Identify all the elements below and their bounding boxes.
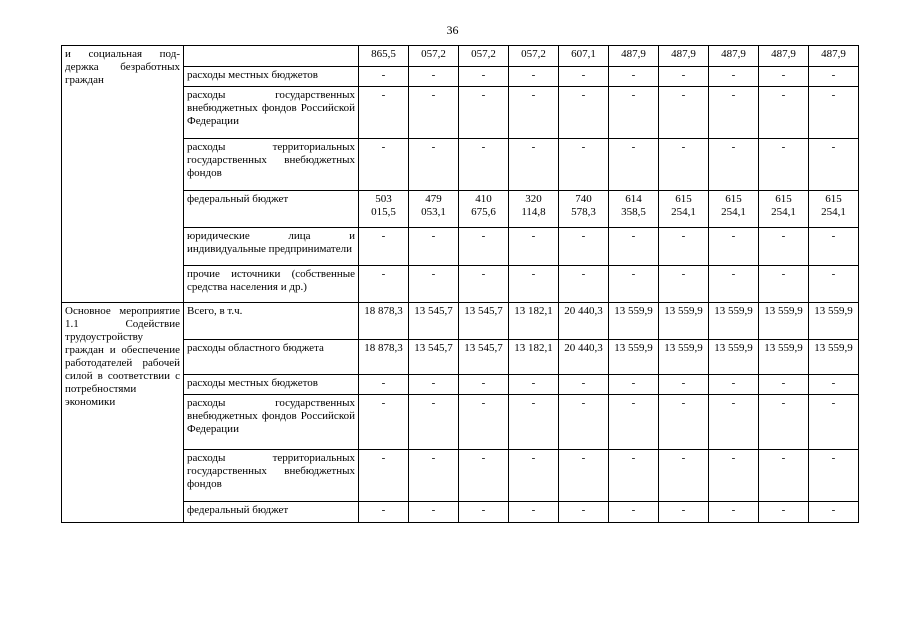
value-cell: - xyxy=(609,228,659,266)
value-cell: - xyxy=(559,395,609,450)
value-cell: 13 545,7 xyxy=(459,303,509,340)
value-cell: 615 254,1 xyxy=(709,191,759,228)
value-cell: - xyxy=(809,139,859,191)
value-cell: - xyxy=(559,228,609,266)
table-row xyxy=(62,46,859,67)
value-cell: - xyxy=(409,375,459,395)
source-cell: федеральный бюджет xyxy=(184,191,359,228)
value-cell: - xyxy=(359,228,409,266)
source-cell: расходы государственных внебюджетных фондов Российской Федерации xyxy=(184,395,359,450)
source-cell: прочие источники (собственные средства населения и др.) xyxy=(184,266,359,303)
value-cell: 20 440,3 xyxy=(559,303,609,340)
value-cell: - xyxy=(459,450,509,502)
value-cell: - xyxy=(759,375,809,395)
value-cell: 13 559,9 xyxy=(709,340,759,375)
value-cell: - xyxy=(609,502,659,523)
value-cell: - xyxy=(709,228,759,266)
value-cell: - xyxy=(759,502,809,523)
value-cell: - xyxy=(359,450,409,502)
value-cell: 13 559,9 xyxy=(759,340,809,375)
source-cell: юридические лица и индивидуальные предприниматели xyxy=(184,228,359,266)
value-cell: - xyxy=(409,87,459,139)
value-cell: - xyxy=(359,395,409,450)
source-cell: расходы государственных внебюджетных фондов Российской Федерации xyxy=(184,87,359,139)
value-cell: 410 675,6 xyxy=(459,191,509,228)
source-cell: расходы территориальных государственных внебюджетных фондов xyxy=(184,450,359,502)
value-cell: - xyxy=(559,375,609,395)
value-cell: 13 559,9 xyxy=(659,340,709,375)
value-cell: 13 545,7 xyxy=(409,340,459,375)
value-cell: - xyxy=(659,67,709,87)
value-cell: - xyxy=(709,87,759,139)
value-cell: - xyxy=(809,87,859,139)
value-cell: - xyxy=(659,87,709,139)
value-cell: - xyxy=(409,266,459,303)
value-cell: - xyxy=(659,502,709,523)
value-cell: - xyxy=(709,395,759,450)
value-cell: - xyxy=(509,139,559,191)
value-cell: - xyxy=(759,87,809,139)
value-cell: 503 015,5 xyxy=(359,191,409,228)
value-cell: - xyxy=(509,395,559,450)
value-cell: - xyxy=(459,228,509,266)
value-cell: 13 545,7 xyxy=(459,340,509,375)
value-cell: - xyxy=(759,395,809,450)
source-cell: расходы областного бюджета xyxy=(184,340,359,375)
value-cell: - xyxy=(759,266,809,303)
value-cell: 615 254,1 xyxy=(759,191,809,228)
budget-table xyxy=(61,45,859,523)
value-cell: 13 559,9 xyxy=(809,303,859,340)
value-cell: - xyxy=(659,266,709,303)
value-cell: - xyxy=(709,502,759,523)
value-cell: - xyxy=(609,87,659,139)
source-cell: федеральный бюджет xyxy=(184,502,359,523)
value-cell: 614 358,5 xyxy=(609,191,659,228)
value-cell: - xyxy=(359,67,409,87)
value-cell: - xyxy=(559,502,609,523)
value-cell: - xyxy=(609,67,659,87)
value-cell: - xyxy=(809,375,859,395)
value-cell: - xyxy=(809,266,859,303)
value-cell: - xyxy=(559,139,609,191)
value-cell: - xyxy=(509,450,559,502)
value-cell: 13 182,1 xyxy=(509,303,559,340)
value-cell: 057,2 xyxy=(409,46,459,67)
page-number: 36 xyxy=(446,23,459,37)
value-cell: 479 053,1 xyxy=(409,191,459,228)
value-cell: 13 559,9 xyxy=(709,303,759,340)
value-cell: - xyxy=(709,375,759,395)
source-cell: расходы территориальных государственных внебюджетных фондов xyxy=(184,139,359,191)
value-cell: 487,9 xyxy=(709,46,759,67)
value-cell: - xyxy=(509,87,559,139)
value-cell: - xyxy=(809,228,859,266)
value-cell: - xyxy=(459,266,509,303)
value-cell: - xyxy=(709,139,759,191)
value-cell: 320 114,8 xyxy=(509,191,559,228)
value-cell: - xyxy=(459,502,509,523)
program-cell: и социальная под-держка безработных граждан xyxy=(62,46,184,303)
value-cell: - xyxy=(509,67,559,87)
value-cell: 740 578,3 xyxy=(559,191,609,228)
table-row xyxy=(62,303,859,340)
value-cell: - xyxy=(759,67,809,87)
value-cell: 865,5 xyxy=(359,46,409,67)
value-cell: - xyxy=(709,450,759,502)
value-cell: - xyxy=(659,139,709,191)
value-cell: - xyxy=(459,87,509,139)
value-cell: 13 545,7 xyxy=(409,303,459,340)
source-cell: Всего, в т.ч. xyxy=(184,303,359,340)
value-cell: 615 254,1 xyxy=(659,191,709,228)
value-cell: - xyxy=(359,139,409,191)
value-cell: - xyxy=(459,67,509,87)
value-cell: - xyxy=(759,450,809,502)
value-cell: - xyxy=(459,139,509,191)
value-cell: - xyxy=(409,139,459,191)
value-cell: - xyxy=(609,450,659,502)
value-cell: 13 559,9 xyxy=(759,303,809,340)
value-cell: - xyxy=(509,228,559,266)
value-cell: - xyxy=(809,67,859,87)
value-cell: - xyxy=(609,139,659,191)
value-cell: - xyxy=(509,502,559,523)
value-cell: - xyxy=(559,266,609,303)
value-cell: - xyxy=(459,395,509,450)
value-cell: - xyxy=(709,67,759,87)
value-cell: - xyxy=(659,395,709,450)
value-cell: - xyxy=(409,228,459,266)
value-cell: 057,2 xyxy=(509,46,559,67)
value-cell: - xyxy=(509,266,559,303)
value-cell: 057,2 xyxy=(459,46,509,67)
value-cell: - xyxy=(559,450,609,502)
value-cell: - xyxy=(559,67,609,87)
value-cell: - xyxy=(659,450,709,502)
value-cell: 18 878,3 xyxy=(359,340,409,375)
value-cell: - xyxy=(559,87,609,139)
value-cell: 487,9 xyxy=(759,46,809,67)
value-cell: 487,9 xyxy=(809,46,859,67)
value-cell: - xyxy=(809,395,859,450)
value-cell: - xyxy=(809,450,859,502)
value-cell: 18 878,3 xyxy=(359,303,409,340)
value-cell: - xyxy=(759,228,809,266)
value-cell: - xyxy=(409,502,459,523)
value-cell: 13 559,9 xyxy=(809,340,859,375)
value-cell: - xyxy=(659,375,709,395)
value-cell: 487,9 xyxy=(659,46,709,67)
value-cell: - xyxy=(609,375,659,395)
value-cell: - xyxy=(359,375,409,395)
value-cell: - xyxy=(659,228,709,266)
value-cell: 13 182,1 xyxy=(509,340,559,375)
value-cell: - xyxy=(359,266,409,303)
source-cell xyxy=(184,46,359,67)
value-cell: 13 559,9 xyxy=(609,340,659,375)
value-cell: 615 254,1 xyxy=(809,191,859,228)
source-cell: расходы местных бюджетов xyxy=(184,67,359,87)
value-cell: 487,9 xyxy=(609,46,659,67)
value-cell: - xyxy=(809,502,859,523)
value-cell: - xyxy=(609,395,659,450)
value-cell: 13 559,9 xyxy=(609,303,659,340)
value-cell: - xyxy=(409,450,459,502)
source-cell: расходы местных бюджетов xyxy=(184,375,359,395)
value-cell: - xyxy=(409,395,459,450)
value-cell: - xyxy=(459,375,509,395)
value-cell: 20 440,3 xyxy=(559,340,609,375)
value-cell: - xyxy=(409,67,459,87)
value-cell: - xyxy=(509,375,559,395)
value-cell: - xyxy=(359,502,409,523)
value-cell: - xyxy=(609,266,659,303)
value-cell: - xyxy=(709,266,759,303)
value-cell: 607,1 xyxy=(559,46,609,67)
value-cell: - xyxy=(759,139,809,191)
value-cell: 13 559,9 xyxy=(659,303,709,340)
program-cell: Основное мероприятие 1.1 Содействие трудоустройству граждан и обеспечение работодателей рабочей силой в соответствии с потребностями экономики xyxy=(62,303,184,523)
value-cell: - xyxy=(359,87,409,139)
